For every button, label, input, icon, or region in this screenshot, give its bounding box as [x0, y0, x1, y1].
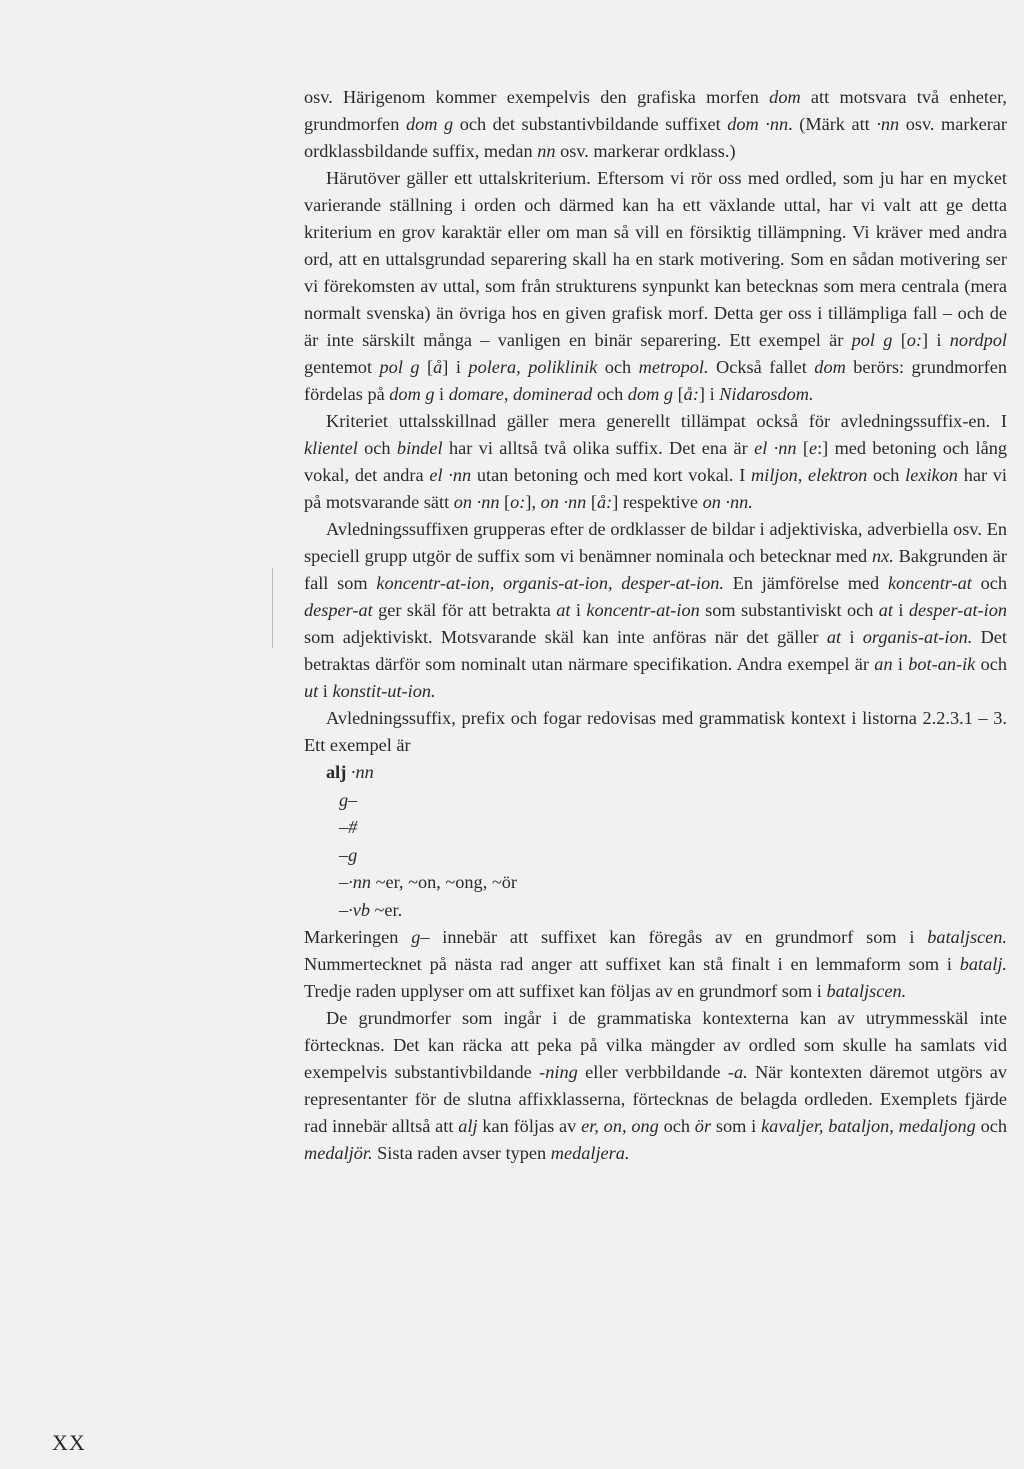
- example-context-4: –·nn ~er, ~on, ~ong, ~ör: [339, 872, 517, 892]
- example-headword: alj: [326, 762, 347, 782]
- example-context-2: –#: [339, 817, 358, 837]
- example-headword-line: [304, 759, 1007, 787]
- paragraph-6: Markeringen g– innebär att suffixet kan föregås av en grundmorf som i bataljscen. Nummertecknet på nästa rad anger att suffixet kan stå finalt i en lemmaform som i batalj. Tredje raden upplyser om att suffixet kan följas av en grundmorf som i bataljscen.: [304, 927, 1007, 1001]
- example-context-5: –·vb ~er.: [339, 899, 403, 920]
- example-entry: [304, 759, 1007, 924]
- paragraph-1: osv. Härigenom kommer exempelvis den grafiska morfen dom att motsvara två enheter, grundmorfen dom g och det substantivbildande suffixet dom ·nn. (Märk att ·nn osv. markerar ordklassbildande suffix, medan nn osv. markerar ordklass.): [304, 87, 1008, 161]
- paragraph-7: De grundmorfer som ingår i de grammatiska kontexterna kan av utrymmesskäl inte förtecknas. Det kan räcka att peka på vilka mängder av ordled som skulle ha samlats vid exempelvis substantivbildande -ning eller verbbildande -a. När kontexten däremot utgörs av representanter för de slutna affixklasserna, förtecknas de belagda ordleden. Exemplets fjärde rad innebär alltså att alj kan följas av er, on, ong och ör som i kavaljer, bataljon, medaljong och medaljör. Sista raden avser typen medaljera.: [304, 1008, 1008, 1163]
- example-context-1: g–: [339, 789, 358, 810]
- body-text: [304, 84, 1007, 1167]
- page-number: XX: [52, 1430, 86, 1455]
- paragraph-2: Härutöver gäller ett uttalskriterium. Eftersom vi rör oss med ordled, som ju har en mycket varierande ställning i orden och därmed kan ha ett växlande uttal, har vi valt att ge detta kriterium en grov karaktär eller om man så vill en försiktig tillämpning. Vi kräver med andra ord, att en uttalsgrundad separering skall ha en stark motivering. Som en sådan motivering ser vi förekomsten av uttal, som från strukturens synpunkt kan betecknas som mera centrala (mera normalt svenska) än övriga hos en given grafisk morf. Detta ger oss i tillämpliga fall – och de är inte särskilt många – vanligen en binär separering. Ett exempel är pol g [o:] i nordpol gentemot pol g [å] i polera, poliklinik och metropol. Också fallet dom berörs: grundmorfen fördelas på dom g i domare, dominerad och dom g [å:] i Nidarosdom.: [304, 168, 1007, 404]
- example-context-3: –g: [339, 844, 358, 865]
- paragraph-5: Avledningssuffix, prefix och fogar redovisas med grammatisk kontext i listorna 2.2.3.1 – 3. Ett exempel är: [304, 708, 1007, 755]
- margin-mark: [272, 568, 273, 648]
- paragraph-3: Kriteriet uttalsskillnad gäller mera generellt tillämpat också för avledningssuffix-en. I klientel och bindel har vi alltså två olika suffix. Det ena är el ·nn [e:] med betoning och lång vokal, det andra el ·nn utan betoning och med kort vokal. I miljon, elektron och lexikon har vi på motsvarande sätt on ·nn [o:], on ·nn [å:] respektive on ·nn.: [304, 411, 1007, 512]
- paragraph-4: Avledningssuffixen grupperas efter de ordklasser de bildar i adjektiviska, adverbiella osv. En speciell grupp utgör de suffix som vi benämner nominala och betecknar med nx. Bakgrunden är fall som koncentr-at-ion, organis-at-ion, desper-at-ion. En jämförelse med koncentr-at och desper-at ger skäl för att betrakta at i koncentr-at-ion som substantiviskt och at i desper-at-ion som adjektiviskt. Motsvarande skäl kan inte anföras när det gäller at i organis-at-ion. Det betraktas därför som nominalt utan närmare specifikation. Andra exempel är an i bot-an-ik och ut i konstit-ut-ion.: [304, 519, 1008, 701]
- example-class: ·nn: [350, 762, 374, 782]
